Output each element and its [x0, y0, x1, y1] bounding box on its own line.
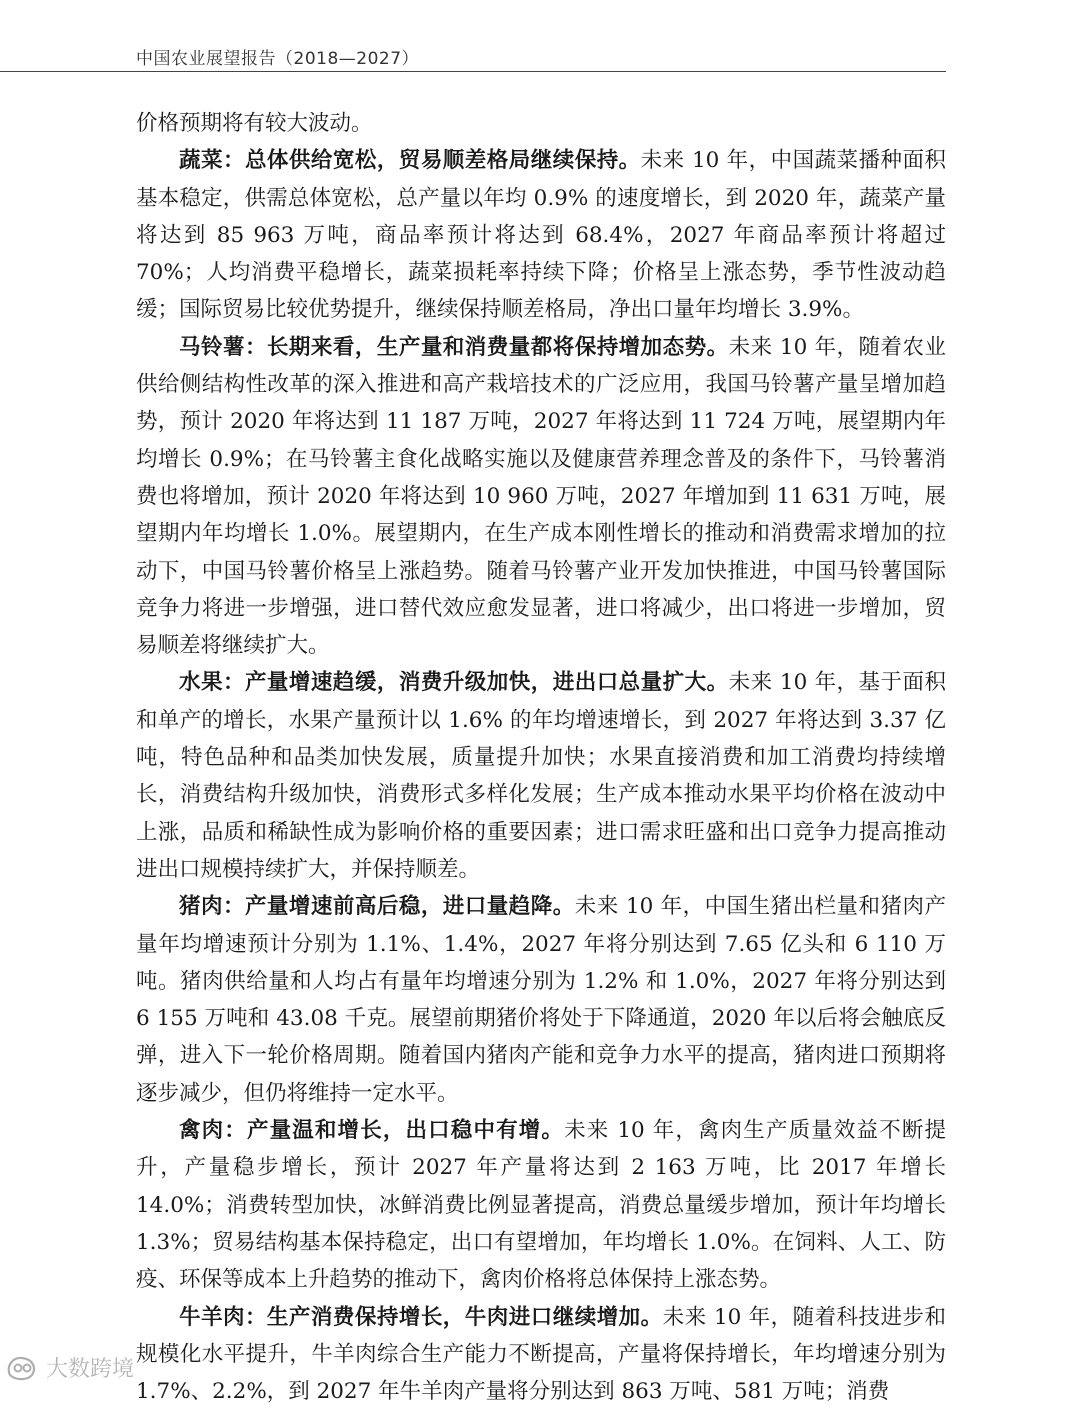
paragraph-body: 未来 10 年，中国生猪出栏量和猪肉产量年均增速预计分别为 1.1%、1.4%，2027 年将分别达到 7.65 亿头和 6 110 万吨。猪肉供给量和人均占有量年均增速分别为 1.2% 和 1.0%，2027 年将分别达到 6 155 万吨和 43.08 千克。展望前期猪价将处于下降通道，2020 年以后将会触底反弹，进入下一轮价格周期。随着国内猪肉产能和竞争力水平的提高，猪肉进口预期将逐步减少，但仍将维持一定水平。: [136, 894, 946, 1105]
paragraph-fruit: [136, 664, 946, 888]
watermark: [4, 1352, 134, 1383]
paragraph-body: 未来 10 年，随着农业供给侧结构性改革的深入推进和高产栽培技术的广泛应用，我国马铃薯产量呈增加趋势，预计 2020 年将达到 11 187 万吨，2027 年将达到 11 724 万吨，展望期内年均增长 0.9%；在马铃薯主食化战略实施以及健康营养理念普及的条件下，马铃薯消费也将增加，预计 2020 年将达到 10 960 万吨，2027 年增加到 11 631 万吨，展望期内年均增长 1.0%。展望期内，在生产成本刚性增长的推动和消费需求增加的拉动下，中国马铃薯价格呈上涨趋势。随着马铃薯产业开发加快推进，中国马铃薯国际竞争力将进一步增强，进口替代效应愈发显著，进口将减少，出口将进一步增加，贸易顺差将继续扩大。: [136, 335, 946, 658]
watermark-text: 大数跨境: [46, 1352, 134, 1383]
paragraph-lead: 蔬菜：总体供给宽松，贸易顺差格局继续保持。: [179, 148, 641, 173]
page-body: [136, 105, 946, 1410]
running-header: 中国农业展望报告（2018—2027）: [136, 44, 419, 69]
brand-logo-icon: [4, 1353, 40, 1383]
paragraph-body: 未来 10 年，中国蔬菜播种面积基本稳定，供需总体宽松，总产量以年均 0.9% 的速度增长，到 2020 年，蔬菜产量将达到 85 963 万吨，商品率预计将达到 68.4%，2027 年商品率预计将超过 70%；人均消费平稳增长，蔬菜损耗率持续下降；价格呈上涨态势，季节性波动趋缓；国际贸易比较优势提升，继续保持顺差格局，净出口量年均增长 3.9%。: [136, 148, 946, 322]
paragraph-poultry: [136, 1112, 946, 1298]
paragraph-beef-mutton: [136, 1299, 946, 1410]
paragraph-lead: 牛羊肉：生产消费保持增长，牛肉进口继续增加。: [179, 1305, 663, 1330]
paragraph-intro: [136, 105, 946, 142]
paragraph-potato: [136, 329, 946, 665]
paragraph-body: 未来 10 年，随着科技进步和规模化水平提升，牛羊肉综合生产能力不断提高，产量将保持增长，年均增速分别为 1.7%、2.2%，到 2027 年牛羊肉产量将分别达到 863 万吨、581 万吨；消费: [136, 1305, 946, 1405]
paragraph-vegetables: [136, 142, 946, 328]
paragraph-lead: 猪肉：产量增速前高后稳，进口量趋降。: [179, 894, 575, 919]
paragraph-body: 价格预期将有较大波动。: [136, 111, 373, 136]
paragraph-pork: [136, 888, 946, 1112]
paragraph-lead: 禽肉：产量温和增长，出口稳中有增。: [179, 1118, 564, 1143]
paragraph-body: 未来 10 年，基于面积和单产的增长，水果产量预计以 1.6% 的年均增速增长，到 2027 年将达到 3.37 亿吨，特色品种和品类加快发展，质量提升加快；水果直接消费和加工消费均持续增长，消费结构升级加快，消费形式多样化发展；生产成本推动水果平均价格在波动中上涨，品质和稀缺性成为影响价格的重要因素；进口需求旺盛和出口竞争力提高推动进出口规模持续扩大，并保持顺差。: [136, 670, 946, 881]
paragraph-lead: 水果：产量增速趋缓，消费升级加快，进出口总量扩大。: [179, 670, 729, 695]
paragraph-body: 未来 10 年，禽肉生产质量效益不断提升，产量稳步增长，预计 2027 年产量将达到 2 163 万吨，比 2017 年增长 14.0%；消费转型加快，冰鲜消费比例显著提高，消费总量缓步增加，预计年均增长 1.3%；贸易结构基本保持稳定，出口有望增加，年均增长 1.0%。在饲料、人工、防疫、环保等成本上升趋势的推动下，禽肉价格将总体保持上涨态势。: [136, 1118, 946, 1292]
paragraph-lead: 马铃薯：长期来看，生产量和消费量都将保持增加态势。: [179, 335, 729, 360]
header-rule: [0, 71, 946, 72]
